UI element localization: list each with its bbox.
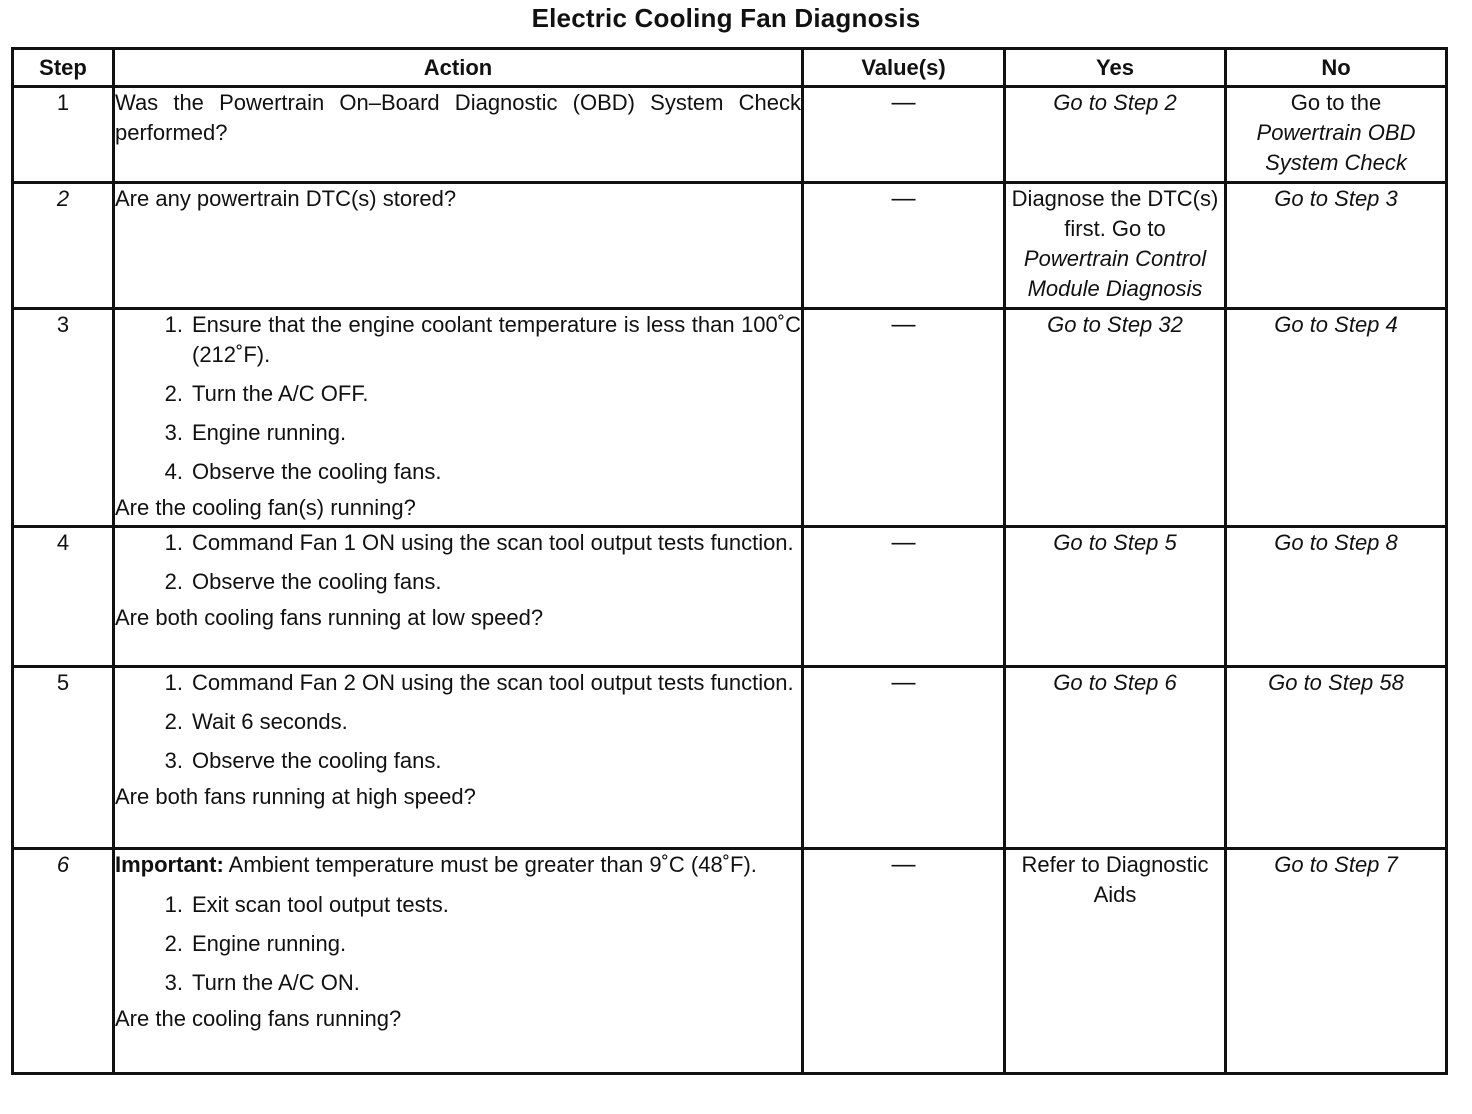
no-link: Go to Step 4 [1274,312,1398,337]
list-text: Command Fan 1 ON using the scan tool output tests function. [192,530,794,555]
list-text: Engine running. [192,931,347,956]
list-item [115,968,801,998]
list-number: 2. [164,709,183,734]
action-cell [114,87,803,183]
list-text: Observe the cooling fans. [192,748,442,773]
action-question: Are both cooling fans running at low speed? [115,605,544,630]
list-item [115,890,801,920]
step-list [115,890,801,998]
action-cell [114,527,803,667]
header-step: Step [13,49,114,87]
yes-link: Go to Step 32 [1047,312,1183,337]
list-number: 1. [164,892,183,917]
list-item [115,310,801,370]
list-number: 3. [164,970,183,995]
list-text: Turn the A/C ON. [192,970,360,995]
value-cell: — [803,87,1005,183]
list-text: Command Fan 2 ON using the scan tool output tests function. [192,670,794,695]
yes-cell [1005,87,1226,183]
list-number: 2. [164,931,183,956]
step-number: 3 [13,309,114,527]
list-text: Turn the A/C OFF. [192,381,369,406]
table-row [13,309,1447,527]
table-row [13,87,1447,183]
step-number: 4 [13,527,114,667]
list-number: 1. [164,670,183,695]
value-cell: — [803,309,1005,527]
action-cell [114,309,803,527]
table-row [13,527,1447,667]
action-text: Are any powertrain DTC(s) stored? [115,186,457,211]
action-cell [114,667,803,849]
header-values: Value(s) [803,49,1005,87]
no-link: Go to Step 8 [1274,530,1398,555]
no-cell [1226,527,1447,667]
diagnosis-table [11,47,1448,1075]
step-number: 5 [13,667,114,849]
list-number: 1. [164,312,183,337]
action-question: Are the cooling fans running? [115,1006,402,1031]
list-text: Ensure that the engine coolant temperature is less than 100˚C (212˚F). [192,312,801,367]
important-text: Ambient temperature must be greater than 9˚C (48˚F). [228,852,757,877]
yes-link: Go to Step 6 [1053,670,1177,695]
no-cell [1226,183,1447,309]
list-number: 2. [164,381,183,406]
yes-text: Diagnose the DTC(s) first. Go to [1011,186,1219,241]
action-cell [114,183,803,309]
header-yes: Yes [1005,49,1226,87]
list-item [115,746,801,776]
no-link: Go to Step 58 [1268,670,1404,695]
value-cell: — [803,667,1005,849]
step-list [115,528,801,597]
list-item [115,929,801,959]
list-text: Wait 6 seconds. [192,709,348,734]
table-row [13,667,1447,849]
yes-cell [1005,527,1226,667]
no-cell [1226,309,1447,527]
action-cell [114,849,803,1074]
yes-cell [1005,667,1226,849]
list-number: 3. [164,420,183,445]
list-item [115,528,801,558]
no-text: Go to the [1290,90,1382,115]
list-item [115,567,801,597]
action-question: Are the cooling fan(s) running? [115,495,416,520]
step-number: 6 [13,849,114,1074]
yes-link: Go to Step 2 [1053,90,1177,115]
no-link: Powertrain OBD System Check [1256,120,1416,175]
list-item [115,668,801,698]
value-cell: — [803,527,1005,667]
step-list [115,668,801,776]
list-number: 4. [164,459,183,484]
no-link: Go to Step 3 [1274,186,1398,211]
table-row [13,183,1447,309]
yes-text: Refer to Diagnostic Aids [1021,852,1209,907]
list-item [115,707,801,737]
no-cell [1226,667,1447,849]
header-no: No [1226,49,1447,87]
list-item [115,418,801,448]
list-text: Engine running. [192,420,347,445]
action-question: Are both fans running at high speed? [115,784,476,809]
action-text: Was the Powertrain On–Board Diagnostic (OBD) System Check performed? [115,90,801,145]
list-number: 2. [164,569,183,594]
header-action: Action [114,49,803,87]
important-label: Important: [115,852,224,877]
list-number: 1. [164,530,183,555]
no-cell [1226,87,1447,183]
yes-cell [1005,849,1226,1074]
list-number: 3. [164,748,183,773]
yes-link: Powertrain Control Module Diagnosis [1023,246,1207,301]
value-cell: — [803,849,1005,1074]
step-list [115,310,801,487]
yes-cell [1005,309,1226,527]
value-cell: — [803,183,1005,309]
page-title: Electric Cooling Fan Diagnosis [531,3,921,33]
yes-cell [1005,183,1226,309]
list-text: Exit scan tool output tests. [192,892,449,917]
list-item [115,379,801,409]
no-link: Go to Step 7 [1274,852,1398,877]
important-note [115,850,801,880]
list-item [115,457,801,487]
list-text: Observe the cooling fans. [192,569,442,594]
step-number: 1 [13,87,114,183]
list-text: Observe the cooling fans. [192,459,442,484]
no-cell [1226,849,1447,1074]
step-number: 2 [13,183,114,309]
table-row [13,849,1447,1074]
table-header-row [13,49,1447,87]
yes-link: Go to Step 5 [1053,530,1177,555]
